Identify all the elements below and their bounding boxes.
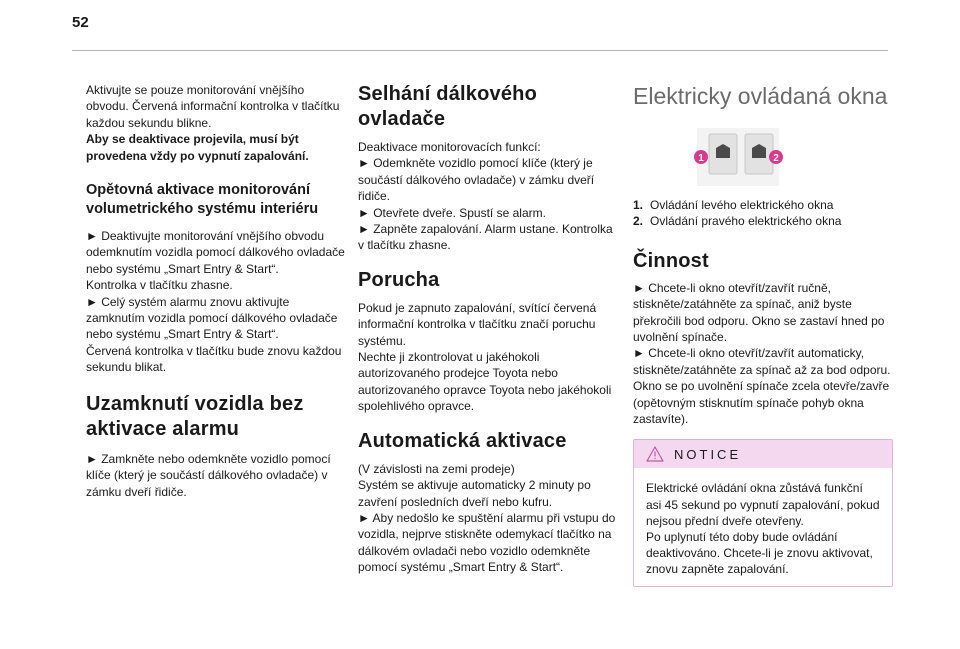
legend-text: Ovládání levého elektrického okna [650,198,834,212]
auto-line: (V závislosti na zemi prodeje) [358,461,515,476]
notice-body [634,468,892,585]
notice-line: Po uplynutí této doby bude ovládání deaktivováno. Chcete-li je znovu aktivovat, znovu zapněte zapalování. [646,530,873,577]
legend-item [633,213,893,229]
intro-bold-text: Aby se deaktivace projevila, musí být provedena vždy po vypnutí zapalování. [86,132,309,163]
window-switch-illustration [693,128,783,186]
notice-title: NOTICE [674,446,742,462]
notice-line: Elektrické ovládání okna zůstává funkční asi 45 sekund po vypnutí zapalování, pokud nejsou přední dveře otevřeny. [646,481,880,528]
auto-line: Systém se aktivuje automaticky 2 minuty po zavření posledních dveří nebo kufru. [358,478,591,509]
warning-triangle-icon [646,446,664,462]
operation-lines [633,280,893,428]
marker-1-label: 1 [698,153,704,164]
interior-heading: Opětovná aktivace monitorování volumetrického systému interiéru [86,182,319,218]
remote-line: ► Zapněte zapalování. Alarm ustane. Kontrolka v tlačítku zhasne. [358,222,613,253]
page-number: 52 [72,14,89,31]
interior-steps [86,228,348,376]
interior-step: Kontrolka v tlačítku zhasne. [86,278,233,293]
figure-legend [633,197,893,230]
remote-line: ► Odemkněte vozidlo pomocí klíče (který je součástí dálkového ovladače) v zámku dveří řidiče. [358,156,595,204]
header-divider [72,50,888,51]
lock-heading: Uzamknutí vozidla bez aktivace alarmu [86,392,304,440]
interior-step: Červená kontrolka v tlačítku bude znovu každou sekundu blikat. [86,343,342,375]
windows-heading: Elektricky ovládaná okna [633,83,888,109]
notice-box [633,439,893,586]
legend-item [633,197,893,213]
legend-text: Ovládání pravého elektrického okna [650,214,842,229]
remote-heading: Selhání dálkového ovladače [358,83,538,130]
column-1 [86,82,348,500]
legend-number: 2. [633,214,644,229]
interior-step: ► Deaktivujte monitorování vnějšího obvodu odemknutím vozidla pomocí dálkového ovladače nebo systému „Smart Entry & Start“. [86,229,345,276]
notice-header [634,440,892,468]
interior-step: ► Celý systém alarmu znovu aktivujte zamknutím vozidla pomocí dálkového ovladače nebo systému „Smart Entry & Start“. [86,294,338,342]
fault-lines [358,300,620,415]
remote-line: Deaktivace monitorovacích funkcí: [358,140,541,154]
auto-heading: Automatická aktivace [358,429,567,452]
column-2 [358,82,620,576]
fault-line: Pokud je zapnuto zapalování, svítící červená informační kontrolka v tlačítku značí poruchu systému. [358,300,597,348]
remote-line: ► Otevřete dveře. Spustí se alarm. [358,205,546,220]
fault-line: Nechte ji zkontrolovat u jakéhokoli autorizovaného prodejce Toyota nebo autorizovaného opravce Toyota nebo jakéhokoli spolehlivého opravce. [358,350,612,414]
operation-line: ► Chcete-li okno otevřít/zavřít automaticky, stiskněte/zatáhněte za spínač až za bod odporu. Okno se po uvolnění spínače zcela otevře/zavře (opětovným stisknutím spínače pohyb okna zastavíte). [633,346,891,427]
auto-line: ► Aby nedošlo ke spuštění alarmu při vstupu do vozidla, nejprve stiskněte odemykací tlačítko na dálkovém ovladači nebo vozidlo odemkněte pomocí systému „Smart Entry & Start“. [358,510,616,575]
column-3 [633,82,893,587]
window-switch-figure [693,128,783,186]
lock-text: ► Zamkněte nebo odemkněte vozidlo pomocí klíče (který je součástí dálkového ovladače) v zámku dveří řidiče. [86,451,331,499]
operation-line: ► Chcete-li okno otevřít/zavřít ručně, stiskněte/zatáhněte za spínač, aniž byste překročili bod odporu. Okno se zastaví hned po uvolnění spínače. [633,280,885,345]
auto-lines [358,461,620,576]
marker-2-label: 2 [773,153,779,164]
operation-heading: Činnost [633,249,709,272]
remote-lines [358,139,620,254]
legend-number: 1. [633,198,644,212]
fault-heading: Porucha [358,268,440,291]
intro-text: Aktivujte se pouze monitorování vnějšího obvodu. Červená informační kontrolka v tlačítku každou sekundu blikne. [86,83,340,130]
